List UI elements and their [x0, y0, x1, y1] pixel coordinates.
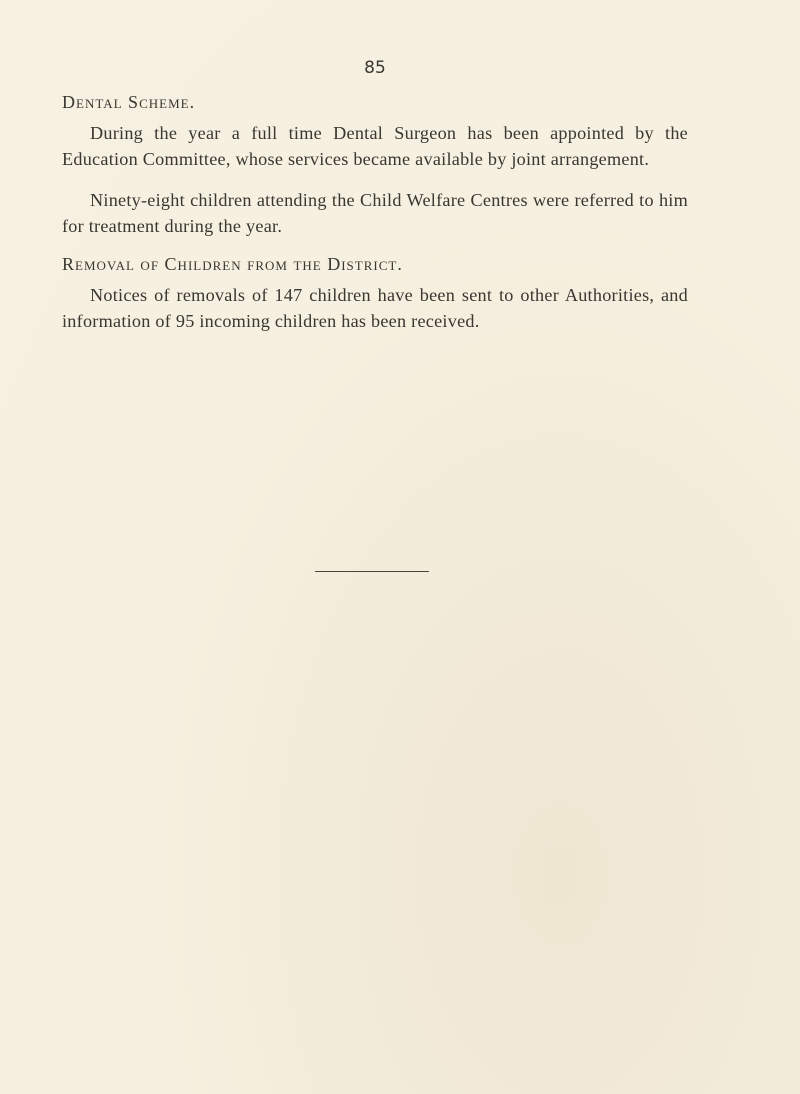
paragraph-children-referred: Ninety-eight children attending the Child Welfare Centres were referred to him for treatment during the year.	[62, 190, 688, 236]
section-heading-dental-scheme: Dental Scheme.	[62, 92, 196, 112]
section-divider-rule	[315, 571, 429, 572]
section-heading-removal-of-children: Removal of Children from the District.	[62, 254, 403, 274]
paragraph-dental-surgeon: During the year a full time Dental Surgeon has been appointed by the Education Committee, whose services became available by joint arrangement.	[62, 123, 688, 169]
page-number: 85	[364, 58, 386, 78]
paragraph-removal-notices: Notices of removals of 147 children have been sent to other Authorities, and information of 95 incoming children has been received.	[62, 285, 688, 331]
